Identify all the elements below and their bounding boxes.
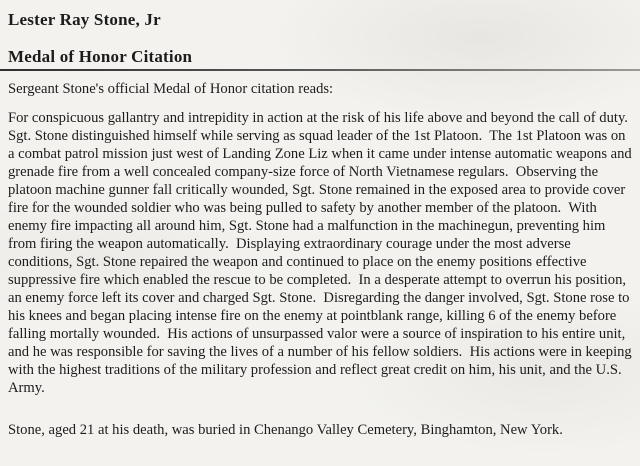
section-heading: Medal of Honor Citation	[8, 47, 193, 66]
burial-note-text: Stone, aged 21 at his death, was buried in Chenango Valley Cemetery, Binghamton, New York.	[8, 422, 563, 438]
citation-text: For conspicuous gallantry and intrepidity in action at the risk of his life above and beyond the call of duty. Sgt. Stone distinguished himself while serving as squad leader of the 1st Platoon. The 1st Platoon was on a combat patrol mission just west of Landing Zone Liz when it came under intense automatic weapons and grenade fire from a well concealed company-size force of North Vietnamese regulars. Observing the platoon machine gunner fall critically wounded, Sgt. Stone remained in the exposed area to provide cover fire for the wounded soldier who was being pulled to safety by another member of the platoon. With enemy fire impacting all around him, Sgt. Stone had a malfunction in the machinegun, preventing him from firing the weapon automatically. Displaying extraordinary courage under the most adverse conditions, Sgt. Stone repaired the weapon and continued to place on the enemy positions effective suppressive fire which enabled the rescue to be completed. In a desperate attempt to overrun his position, an enemy force left its cover and charged Sgt. Stone. Disregarding the danger involved, Sgt. Stone rose to his knees and began placing intense fire on the enemy at pointblank range, killing 6 of the enemy before falling mortally wounded. His actions of unsurpassed valor were a source of inspiration to his entire unit, and he was responsible for saving the lives of a number of his fellow soldiers. His actions were in keeping with the highest traditions of the military profession and reflect great credit on him, his unit, and the U.S. Army.	[8, 110, 636, 396]
page-title: Lester Ray Stone, Jr	[8, 10, 161, 29]
intro-text: Sergeant Stone's official Medal of Honor citation reads:	[8, 81, 334, 97]
section-heading-divider	[0, 47, 640, 71]
